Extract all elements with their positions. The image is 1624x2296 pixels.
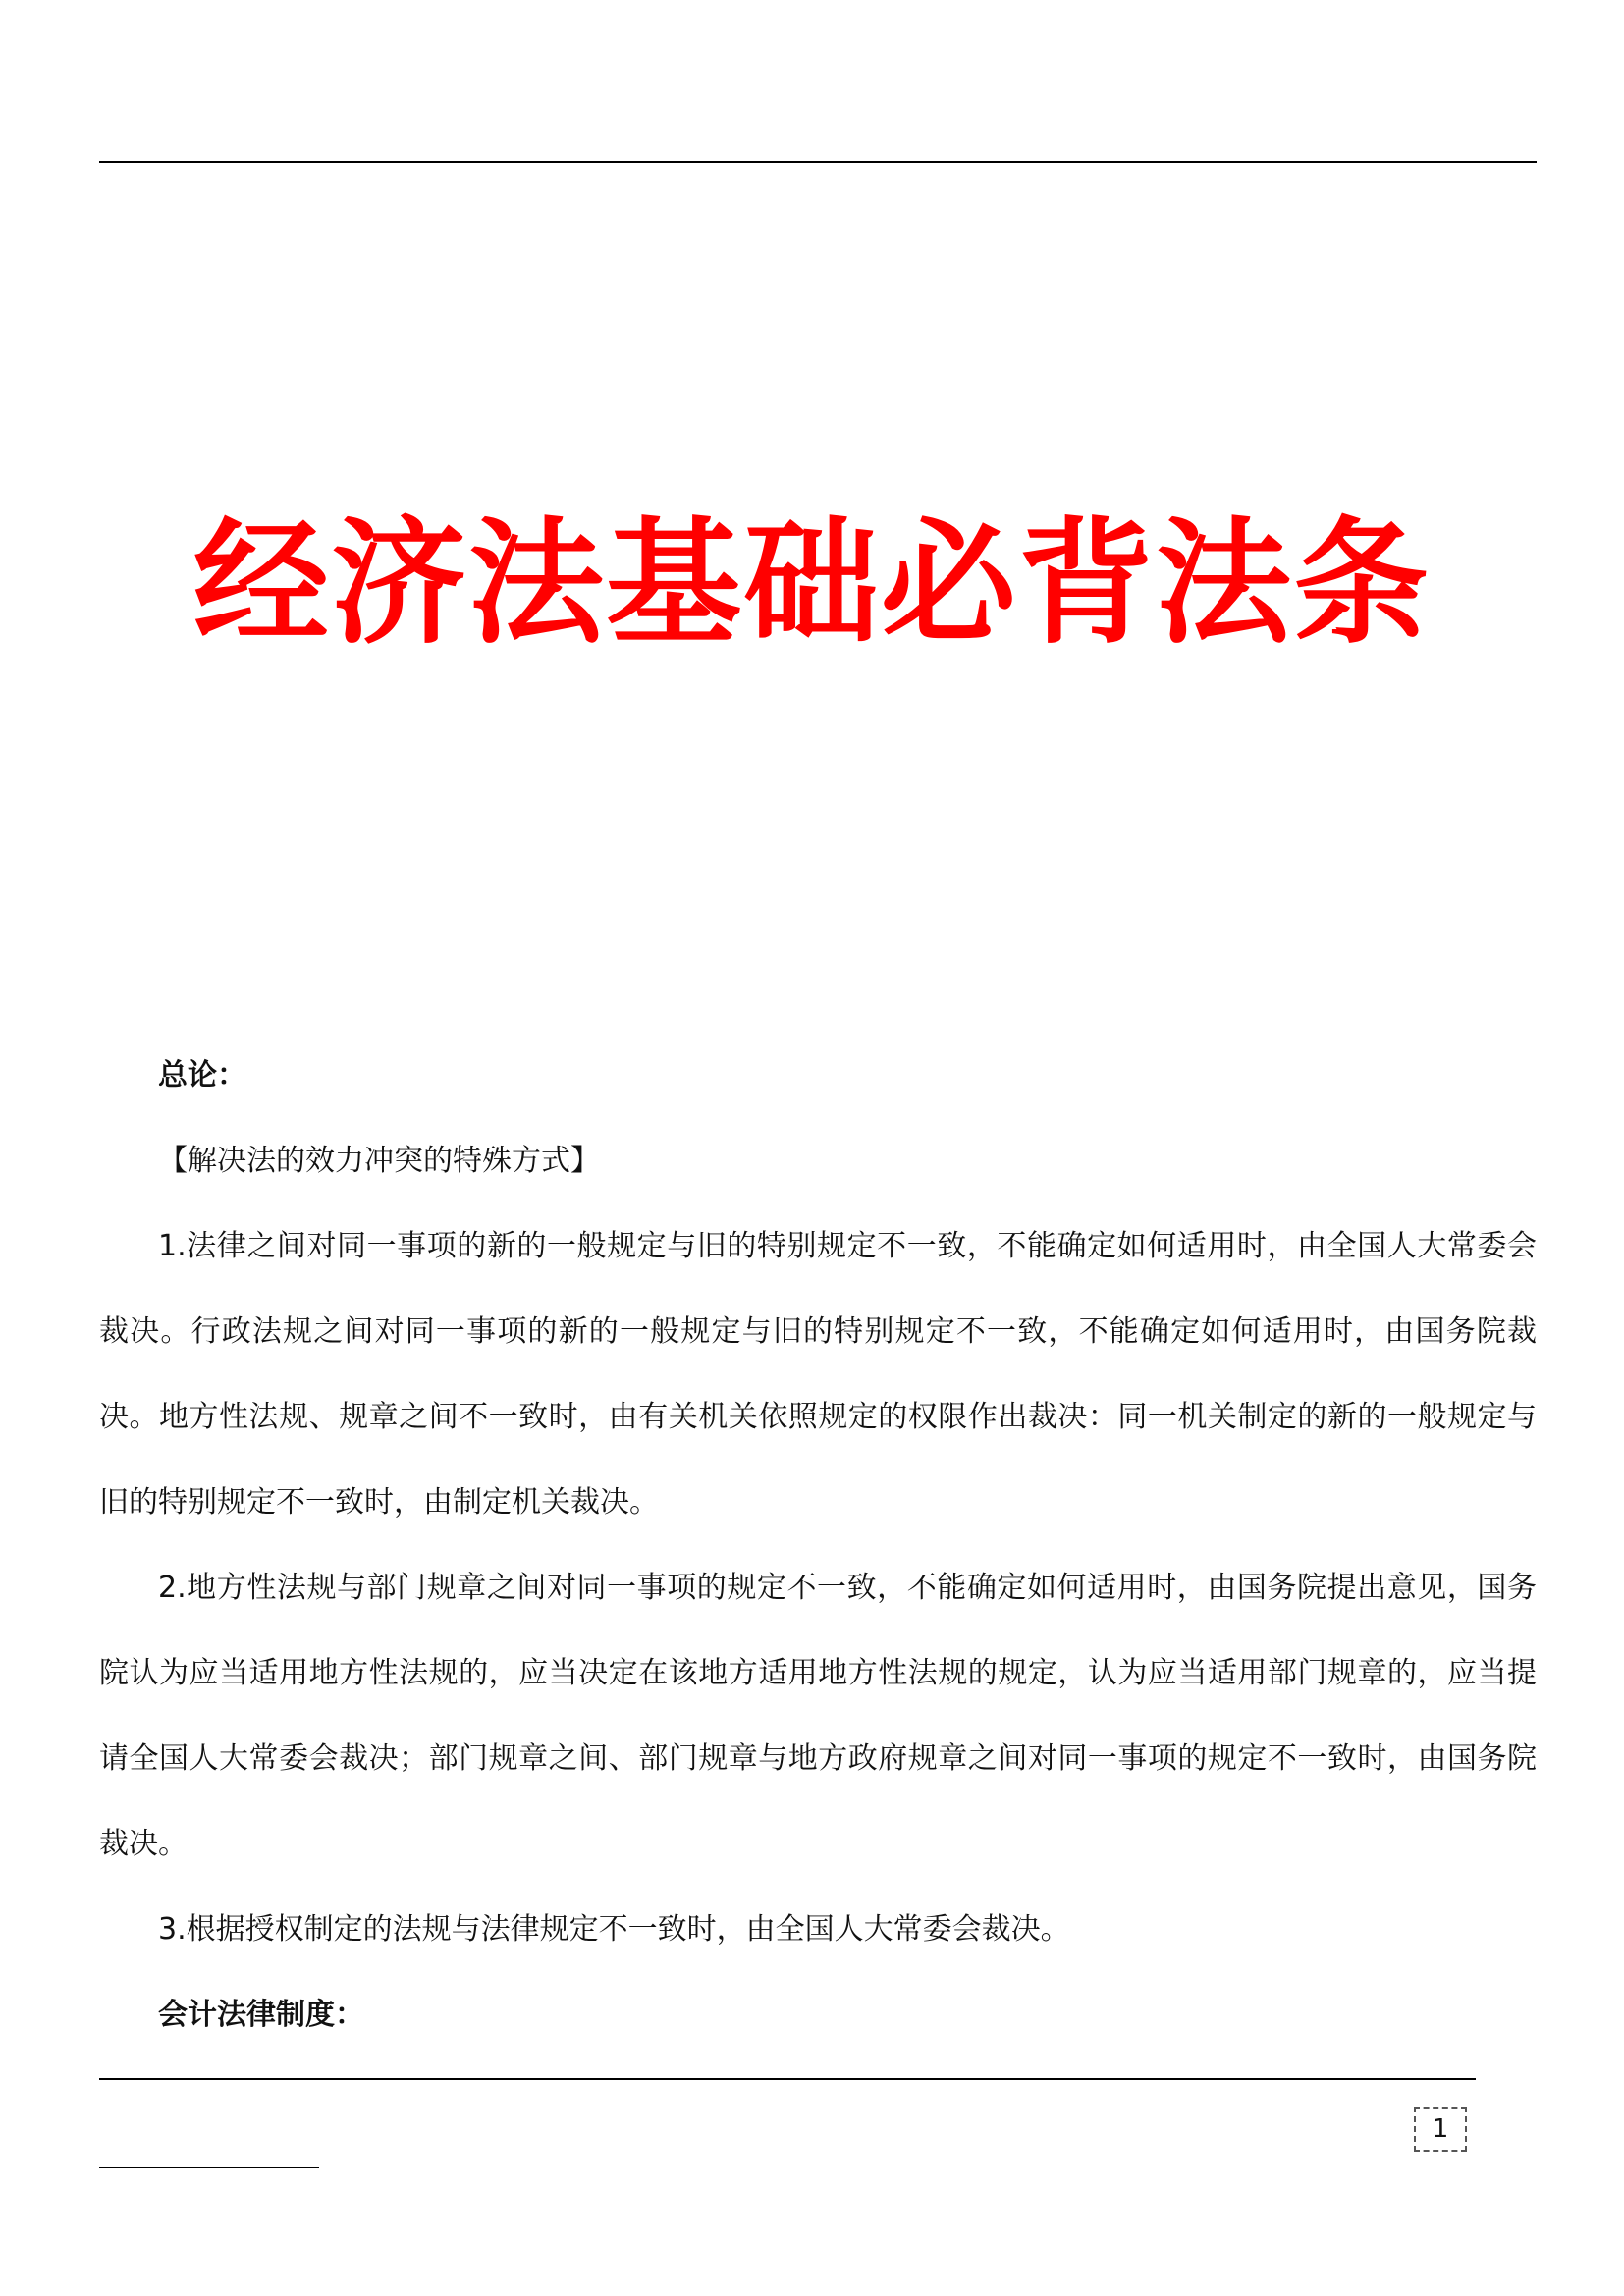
footnote-rule [99, 2167, 319, 2168]
body-paragraph-3: 3.根据授权制定的法规与法律规定不一致时，由全国人大常委会裁决。 [158, 1912, 1070, 1947]
footer-rule [99, 2078, 1476, 2080]
section-heading-general: 总论： [158, 1058, 246, 1093]
document-body [99, 1033, 1537, 2057]
body-paragraph-2: 2.地方性法规与部门规章之间对同一事项的规定不一致，不能确定如何适用时，由国务院提出意见，国务院认为应当适用地方性法规的，应当决定在该地方适用地方性法规的规定，认为应当适用部门规章的，应当提请全国人大常委会裁决；部门规章之间、部门规章与地方政府规章之间对同一事项的规定不一致时，由国务院裁决。 [99, 1571, 1537, 1861]
body-paragraph-1: 1.法律之间对同一事项的新的一般规定与旧的特别规定不一致，不能确定如何适用时，由全国人大常委会裁决。行政法规之间对同一事项的新的一般规定与旧的特别规定不一致，不能确定如何适用时，由国务院裁决。地方性法规、规章之间不一致时，由有关机关依照规定的权限作出裁决：同一机关制定的新的一般规定与旧的特别规定不一致时，由制定机关裁决。 [99, 1229, 1537, 1520]
document-title: 经济法基础必背法条 [192, 505, 1431, 663]
section-heading-accounting: 会计法律制度： [158, 1998, 364, 2032]
page-number: 1 [1414, 2107, 1467, 2152]
header-rule [99, 161, 1537, 163]
section-subheading: 【解决法的效力冲突的特殊方式】 [158, 1144, 600, 1178]
